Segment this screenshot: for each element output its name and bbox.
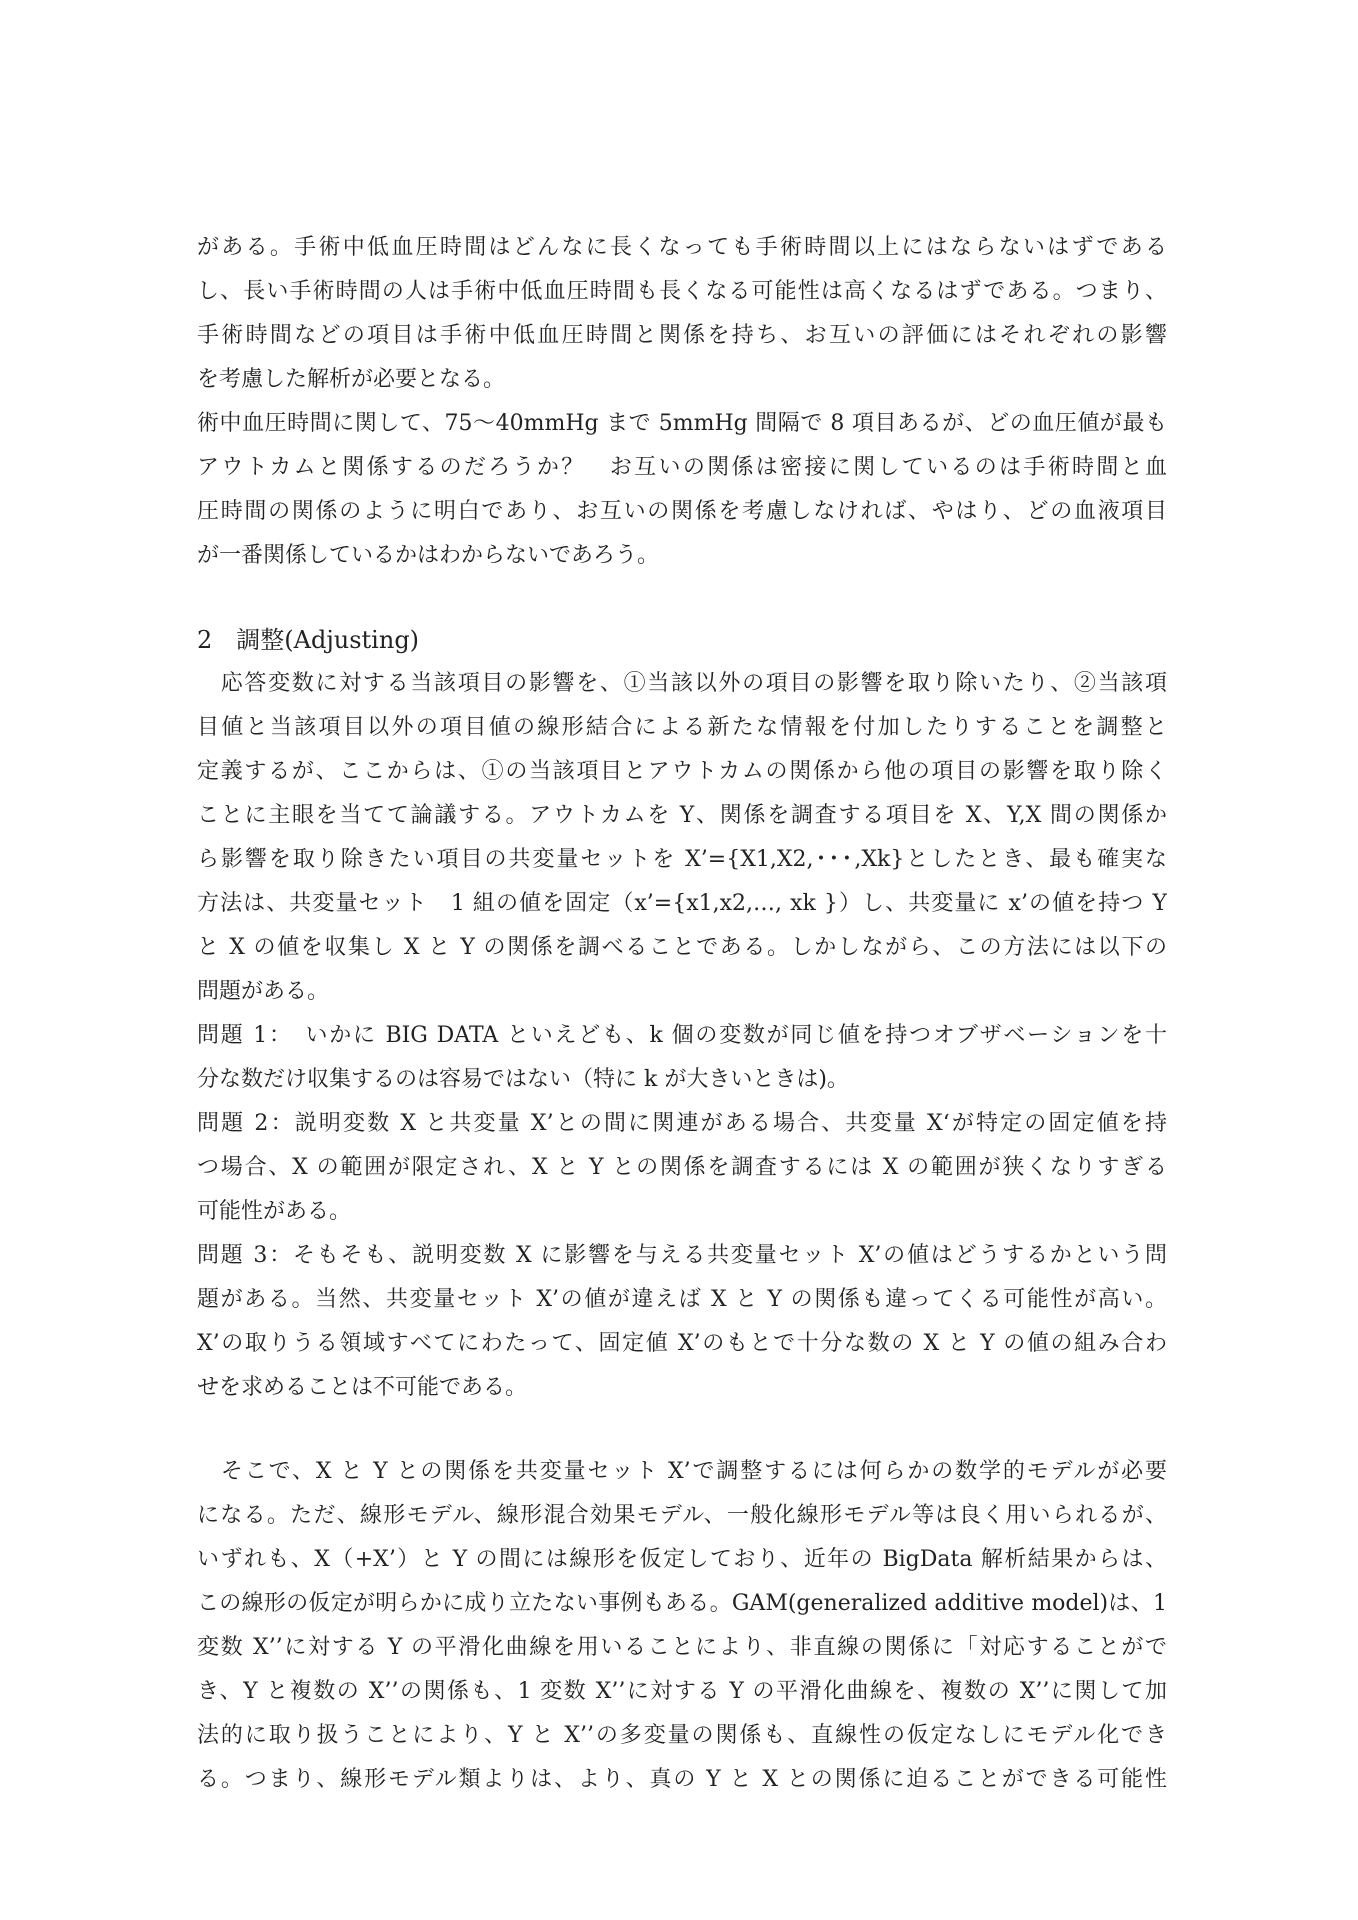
text-line: 目値と当該項目以外の項目値の線形結合による新たな情報を付加したりすることを調整と xyxy=(197,715,1167,740)
text-line: になる。ただ、線形モデル、線形混合効果モデル、一般化線形モデル等は良く用いられるが、 xyxy=(197,1503,1167,1528)
section-heading: 2 調整(Adjusting) xyxy=(197,626,420,654)
text-line: 分な数だけ収集するのは容易ではない（特に k が大きいときは)。 xyxy=(197,1067,849,1092)
text-line: る。つまり、線形モデル類よりは、より、真の Y と X との関係に迫ることができる可能性 xyxy=(197,1767,1167,1792)
text-line: 応答変数に対する当該項目の影響を、①当該以外の項目の影響を取り除いたり、②当該項 xyxy=(197,671,1167,696)
text-line: X’の取りうる領域すべてにわたって、固定値 X’のもとで十分な数の X と Y の値の組み合わ xyxy=(197,1331,1167,1356)
text-line: し、長い手術時間の人は手術中低血圧時間も長くなる可能性は高くなるはずである。つまり、 xyxy=(197,279,1167,304)
text-line: 題がある。当然、共変量セット X’の値が違えば X と Y の関係も違ってくる可能性が高い。 xyxy=(197,1287,1167,1312)
text-line: せを求めることは不可能である。 xyxy=(197,1375,528,1400)
document-page xyxy=(197,226,1167,1802)
text-line: がある。手術中低血圧時間はどんなに長くなっても手術時間以上にはならないはずである xyxy=(197,235,1167,260)
text-line: 問題 1： いかに BIG DATA といえども、k 個の変数が同じ値を持つオブザベーションを十 xyxy=(197,1023,1167,1048)
text-line: ことに主眼を当てて論議する。アウトカムを Y、関係を調査する項目を X、Y,X 間の関係か xyxy=(197,803,1167,828)
text-line: 定義するが、ここからは、①の当該項目とアウトカムの関係から他の項目の影響を取り除く xyxy=(197,759,1167,784)
text-line: 問題 3：そもそも、説明変数 X に影響を与える共変量セット X’の値はどうするかという問 xyxy=(197,1243,1167,1268)
text-line: 問題 2：説明変数 X と共変量 X’との間に関連がある場合、共変量 X‘が特定の固定値を持 xyxy=(197,1111,1167,1136)
text-line: いずれも、X（+X’）と Y の間には線形を仮定しており、近年の BigData 解析結果からは、 xyxy=(197,1547,1167,1572)
text-line: 問題がある。 xyxy=(197,979,330,1004)
paragraph-surgery-time xyxy=(197,226,1167,402)
text-line: き、Y と複数の X’’の関係も、1 変数 X’’に対する Y の平滑化曲線を、複数の X’’に関して加 xyxy=(197,1679,1167,1704)
text-line: と X の値を収集し X と Y の関係を調べることである。しかしながら、この方法には以下の xyxy=(197,935,1167,960)
text-line: 術中血圧時間に関して、75〜40mmHg まで 5mmHg 間隔で 8 項目あるが、どの血圧値が最も xyxy=(197,411,1167,436)
spacer xyxy=(197,578,1167,618)
problem-1 xyxy=(197,1014,1167,1102)
text-line: アウトカムと関係するのだろうか？ お互いの関係は密接に関しているのは手術時間と血 xyxy=(197,455,1167,480)
text-line: この線形の仮定が明らかに成り立たない事例もある。GAM(generalized additive model)は、1 xyxy=(197,1591,1167,1616)
text-line: 変数 X’’に対する Y の平滑化曲線を用いることにより、非直線の関係に「対応することがで xyxy=(197,1635,1167,1660)
spacer xyxy=(197,1410,1167,1450)
text-line: 可能性がある。 xyxy=(197,1199,352,1224)
paragraph-adjusting-definition xyxy=(197,662,1167,1014)
text-line: 圧時間の関係のように明白であり、お互いの関係を考慮しなければ、やはり、どの血液項目 xyxy=(197,499,1167,524)
text-line: そこで、X と Y との関係を共変量セット X’で調整するには何らかの数学的モデルが必要 xyxy=(197,1459,1167,1484)
text-line: 手術時間などの項目は手術中低血圧時間と関係を持ち、お互いの評価にはそれぞれの影響 xyxy=(197,323,1167,348)
text-line: 方法は、共変量セット 1 組の値を固定（x’={x1,x2,…, xk }）し、共変量に x’の値を持つ Y xyxy=(197,891,1167,916)
paragraph-blood-pressure xyxy=(197,402,1167,578)
text-line: つ場合、X の範囲が限定され、X と Y との関係を調査するには X の範囲が狭くなりすぎる xyxy=(197,1155,1167,1180)
text-line: ら影響を取り除きたい項目の共変量セットを X’={X1,X2,･･･,Xk}としたとき、最も確実な xyxy=(197,847,1167,872)
text-line: が一番関係しているかはわからないであろう。 xyxy=(197,543,660,568)
text-line: を考慮した解析が必要となる。 xyxy=(197,367,506,392)
text-line: 法的に取り扱うことにより、Y と X’’の多変量の関係も、直線性の仮定なしにモデル化でき xyxy=(197,1723,1167,1748)
paragraph-model xyxy=(197,1450,1167,1802)
problem-3 xyxy=(197,1234,1167,1410)
problem-2 xyxy=(197,1102,1167,1234)
